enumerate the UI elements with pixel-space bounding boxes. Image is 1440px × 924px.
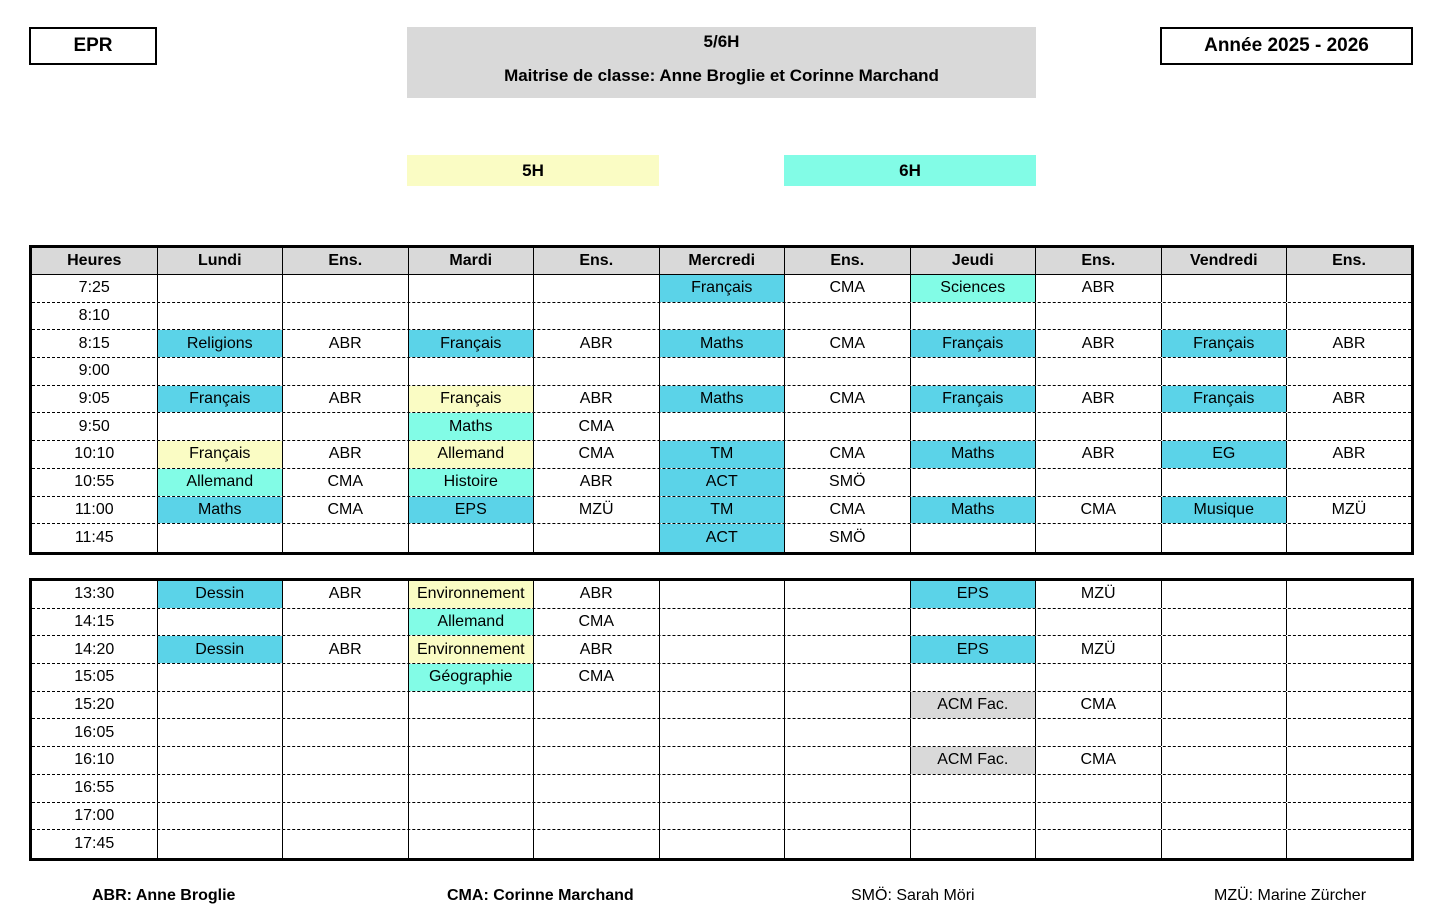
- time-cell: 11:00: [32, 497, 158, 524]
- subject-cell: [158, 803, 284, 830]
- subject-cell: [1162, 775, 1288, 802]
- subject-cell: [1162, 303, 1288, 330]
- subject-cell: Dessin: [158, 636, 284, 663]
- teacher-cell: ABR: [534, 636, 660, 663]
- teacher-cell: [283, 358, 409, 385]
- column-header: Ens.: [785, 248, 911, 274]
- timetable-afternoon: [29, 578, 1414, 861]
- column-header: Lundi: [158, 248, 284, 274]
- teacher-cell: MZÜ: [1036, 581, 1162, 608]
- timetable-morning: [29, 245, 1414, 555]
- teacher-cell: [1036, 719, 1162, 746]
- teacher-cell: [785, 719, 911, 746]
- subject-cell: [409, 275, 535, 302]
- subject-cell: [660, 413, 786, 440]
- teacher-cell: [785, 303, 911, 330]
- subject-cell: EPS: [911, 581, 1037, 608]
- timetable-row: [32, 719, 1411, 747]
- teacher-cell: [785, 636, 911, 663]
- teacher-cell: CMA: [534, 413, 660, 440]
- subject-cell: [1162, 609, 1288, 636]
- time-cell: 17:45: [32, 830, 158, 858]
- teacher-cell: ABR: [283, 386, 409, 413]
- teacher-cell: [785, 581, 911, 608]
- subject-cell: [158, 413, 284, 440]
- subject-cell: [660, 636, 786, 663]
- subject-cell: Français: [158, 441, 284, 468]
- subject-cell: [911, 830, 1037, 858]
- teacher-cell: [1287, 413, 1411, 440]
- teacher-cell: CMA: [1036, 692, 1162, 719]
- timetable-row: [32, 275, 1411, 303]
- teacher-cell: [1036, 413, 1162, 440]
- teacher-cell: CMA: [534, 664, 660, 691]
- teacher-cell: CMA: [283, 469, 409, 496]
- teacher-cell: [534, 692, 660, 719]
- school-year: Année 2025 - 2026: [1160, 27, 1413, 65]
- teacher-cell: ABR: [1332, 445, 1366, 463]
- teacher-cell: [534, 358, 660, 385]
- timetable-row: [32, 664, 1411, 692]
- timetable-row: [32, 441, 1411, 469]
- timetable-row: [32, 497, 1411, 525]
- teacher-cell: CMA: [1036, 497, 1162, 524]
- subject-cell: [409, 358, 535, 385]
- subject-cell: Environnement: [409, 581, 535, 608]
- subject-cell: [158, 303, 284, 330]
- subject-cell: [1162, 692, 1288, 719]
- subject-cell: Français: [911, 386, 1037, 413]
- teacher-cell: ABR: [283, 636, 409, 663]
- time-cell: 16:05: [32, 719, 158, 746]
- subject-cell: Géographie: [409, 664, 535, 691]
- subject-cell: [409, 830, 535, 858]
- subject-cell: Allemand: [158, 469, 284, 496]
- subject-cell: [1162, 747, 1288, 774]
- teacher-cell: ABR: [283, 441, 409, 468]
- teacher-cell: [785, 692, 911, 719]
- subject-cell: [158, 775, 284, 802]
- legend-5h: 5H: [407, 155, 659, 186]
- teacher-cell: [283, 692, 409, 719]
- teacher-cell: [785, 830, 911, 858]
- column-header: Ens.: [1036, 248, 1162, 274]
- teacher-cell: ABR: [1036, 386, 1162, 413]
- subject-cell: [158, 275, 284, 302]
- teacher-cell: ABR: [534, 330, 660, 357]
- teacher-cell: [1287, 692, 1411, 719]
- subject-cell: [660, 692, 786, 719]
- time-cell: 10:10: [32, 441, 158, 468]
- subject-cell: [1162, 469, 1288, 496]
- teacher-cell: [283, 803, 409, 830]
- subject-cell: Français: [660, 275, 786, 302]
- timetable-row: [32, 358, 1411, 386]
- column-header: Ens.: [534, 248, 660, 274]
- subject-cell: TM: [660, 497, 786, 524]
- teacher-cell: ABR: [283, 330, 409, 357]
- subject-cell: [660, 664, 786, 691]
- subject-cell: [1162, 719, 1288, 746]
- subject-cell: Maths: [660, 330, 786, 357]
- subject-cell: [409, 775, 535, 802]
- teacher-cell: ABR: [534, 581, 660, 608]
- teacher-cell: [1036, 524, 1162, 552]
- timetable-row: [32, 303, 1411, 331]
- timetable-row: [32, 636, 1411, 664]
- teacher-cell: [534, 775, 660, 802]
- teacher-cell: [534, 275, 660, 302]
- subject-cell: Environnement: [409, 636, 535, 663]
- teacher-cell: MZÜ: [1036, 636, 1162, 663]
- school-label: EPR: [29, 27, 157, 65]
- time-cell: 17:00: [32, 803, 158, 830]
- column-header: Heures: [32, 248, 158, 274]
- teacher-cell: CMA: [785, 275, 911, 302]
- teacher-cell: ABR: [534, 469, 660, 496]
- subject-cell: [1162, 830, 1288, 858]
- teacher-cell: ABR: [1036, 330, 1162, 357]
- subject-cell: [911, 609, 1037, 636]
- class-title: 5/6H: [703, 32, 740, 51]
- column-header: Ens.: [283, 248, 409, 274]
- teacher-cell: [785, 775, 911, 802]
- time-cell: 14:20: [32, 636, 158, 663]
- subject-cell: Sciences: [911, 275, 1037, 302]
- teacher-cell: [283, 303, 409, 330]
- subject-cell: [1162, 803, 1288, 830]
- maitrise-label: Maitrise de classe: Anne Broglie et Corinne Marchand: [504, 66, 939, 85]
- subject-cell: Histoire: [409, 469, 535, 496]
- subject-cell: Français: [409, 330, 535, 357]
- subject-cell: [409, 303, 535, 330]
- timetable-row: [32, 386, 1411, 414]
- teacher-cell: [1287, 803, 1411, 830]
- time-cell: 16:55: [32, 775, 158, 802]
- subject-cell: Français: [911, 330, 1037, 357]
- subject-cell: ACM Fac.: [911, 692, 1037, 719]
- teacher-cell: ABR: [1332, 334, 1366, 352]
- teacher-cell: ABR: [1036, 441, 1162, 468]
- subject-cell: [911, 469, 1037, 496]
- subject-cell: [1162, 524, 1288, 552]
- subject-cell: [158, 664, 284, 691]
- subject-cell: [158, 747, 284, 774]
- subject-cell: [158, 692, 284, 719]
- subject-cell: Allemand: [409, 609, 535, 636]
- timetable-row: [32, 413, 1411, 441]
- teacher-cell: [1287, 830, 1411, 858]
- teacher-cell: [1287, 609, 1411, 636]
- teacher-cell: [1287, 775, 1411, 802]
- subject-cell: TM: [660, 441, 786, 468]
- subject-cell: Français: [1162, 386, 1288, 413]
- subject-cell: [158, 524, 284, 552]
- subject-cell: ACT: [660, 469, 786, 496]
- subject-cell: Maths: [660, 386, 786, 413]
- subject-cell: [660, 303, 786, 330]
- subject-cell: [158, 830, 284, 858]
- time-cell: 10:55: [32, 469, 158, 496]
- teacher-cell: [785, 413, 911, 440]
- teacher-cell: SMÖ: [785, 469, 911, 496]
- subject-cell: [409, 692, 535, 719]
- teacher-cell: [534, 803, 660, 830]
- time-cell: 15:20: [32, 692, 158, 719]
- teacher-cell: [785, 609, 911, 636]
- class-title-block: [407, 27, 1036, 98]
- time-cell: 11:45: [32, 524, 158, 552]
- teacher-cell: CMA: [534, 609, 660, 636]
- teacher-cell: [283, 775, 409, 802]
- teacher-cell: MZÜ: [534, 497, 660, 524]
- subject-cell: [1162, 413, 1288, 440]
- subject-cell: Maths: [409, 413, 535, 440]
- teacher-cell: [534, 747, 660, 774]
- teacher-cell: [1036, 609, 1162, 636]
- teacher-cell: [1287, 664, 1411, 691]
- subject-cell: [1162, 581, 1288, 608]
- teacher-cell: ABR: [534, 386, 660, 413]
- legend-cma: CMA: Corinne Marchand: [447, 887, 634, 904]
- subject-cell: [911, 775, 1037, 802]
- teacher-cell: [283, 413, 409, 440]
- subject-cell: [409, 747, 535, 774]
- teacher-cell: [1287, 469, 1411, 496]
- subject-cell: [158, 358, 284, 385]
- teacher-cell: [1036, 664, 1162, 691]
- time-cell: 9:50: [32, 413, 158, 440]
- teacher-cell: [1036, 358, 1162, 385]
- subject-cell: Français: [158, 386, 284, 413]
- teacher-cell: ABR: [1332, 390, 1366, 408]
- teacher-cell: [1287, 636, 1411, 663]
- subject-cell: [911, 358, 1037, 385]
- teacher-cell: [785, 664, 911, 691]
- subject-cell: Maths: [911, 441, 1037, 468]
- teacher-cell: [1287, 747, 1411, 774]
- subject-cell: Dessin: [158, 581, 284, 608]
- teacher-cell: [1036, 303, 1162, 330]
- teacher-cell: [1287, 719, 1411, 746]
- teacher-cell: SMÖ: [785, 524, 911, 552]
- subject-cell: [911, 413, 1037, 440]
- timetable-row: [32, 524, 1411, 552]
- teacher-cell: [1036, 469, 1162, 496]
- subject-cell: [409, 803, 535, 830]
- subject-cell: [1162, 664, 1288, 691]
- subject-cell: [409, 524, 535, 552]
- timetable-row: [32, 609, 1411, 637]
- subject-cell: ACT: [660, 524, 786, 552]
- subject-cell: EPS: [409, 497, 535, 524]
- teacher-cell: MZÜ: [1331, 500, 1367, 518]
- teacher-cell: [1287, 303, 1411, 330]
- time-cell: 8:10: [32, 303, 158, 330]
- timetable-row: [32, 830, 1411, 858]
- teacher-cell: [1287, 524, 1411, 552]
- legend-6h: 6H: [784, 155, 1036, 186]
- teacher-cell: CMA: [534, 441, 660, 468]
- time-cell: 16:10: [32, 747, 158, 774]
- teacher-cell: [785, 803, 911, 830]
- teacher-cell: [283, 719, 409, 746]
- teacher-cell: [283, 747, 409, 774]
- column-header: Jeudi: [911, 248, 1037, 274]
- teacher-cell: CMA: [785, 330, 911, 357]
- header-row: [32, 248, 1411, 275]
- subject-cell: Allemand: [409, 441, 535, 468]
- teacher-cell: [283, 524, 409, 552]
- time-cell: 14:15: [32, 609, 158, 636]
- column-header: Mercredi: [660, 248, 786, 274]
- time-cell: 15:05: [32, 664, 158, 691]
- teacher-cell: [283, 609, 409, 636]
- subject-cell: [660, 775, 786, 802]
- timetable-row: [32, 803, 1411, 831]
- subject-cell: [911, 524, 1037, 552]
- teacher-cell: [534, 524, 660, 552]
- teacher-cell: [1036, 830, 1162, 858]
- teacher-cell: [1036, 803, 1162, 830]
- teacher-cell: [1287, 358, 1411, 385]
- teacher-cell: CMA: [785, 441, 911, 468]
- subject-cell: Religions: [158, 330, 284, 357]
- subject-cell: Français: [409, 386, 535, 413]
- teacher-cell: [785, 358, 911, 385]
- column-header: Ens.: [1332, 252, 1366, 269]
- subject-cell: [158, 609, 284, 636]
- subject-cell: [660, 719, 786, 746]
- teacher-cell: [785, 747, 911, 774]
- teacher-cell: ABR: [283, 581, 409, 608]
- teacher-cell: [1036, 775, 1162, 802]
- teacher-cell: [534, 830, 660, 858]
- column-header: Vendredi: [1162, 248, 1288, 274]
- teacher-cell: [1287, 581, 1411, 608]
- subject-cell: [911, 719, 1037, 746]
- subject-cell: [660, 358, 786, 385]
- teacher-cell: [283, 275, 409, 302]
- subject-cell: ACM Fac.: [911, 747, 1037, 774]
- subject-cell: [660, 609, 786, 636]
- teacher-cell: CMA: [785, 386, 911, 413]
- teacher-cell: CMA: [283, 497, 409, 524]
- time-cell: 9:05: [32, 386, 158, 413]
- subject-cell: [911, 664, 1037, 691]
- time-cell: 7:25: [32, 275, 158, 302]
- time-cell: 8:15: [32, 330, 158, 357]
- subject-cell: Maths: [911, 497, 1037, 524]
- teacher-cell: [283, 830, 409, 858]
- timetable-row: [32, 581, 1411, 609]
- subject-cell: EPS: [911, 636, 1037, 663]
- teacher-cell: [1287, 275, 1411, 302]
- subject-cell: Musique: [1162, 497, 1288, 524]
- legend-abr: ABR: Anne Broglie: [92, 887, 236, 904]
- subject-cell: [158, 719, 284, 746]
- time-cell: 13:30: [32, 581, 158, 608]
- subject-cell: [1162, 275, 1288, 302]
- timetable-row: [32, 469, 1411, 497]
- subject-cell: EG: [1162, 441, 1288, 468]
- teacher-cell: CMA: [1036, 747, 1162, 774]
- subject-cell: [660, 803, 786, 830]
- subject-cell: [1162, 636, 1288, 663]
- timetable-row: [32, 775, 1411, 803]
- timetable-row: [32, 747, 1411, 775]
- legend-mzu: MZÜ: Marine Zürcher: [1214, 887, 1367, 904]
- subject-cell: [660, 747, 786, 774]
- timetable-row: [32, 692, 1411, 720]
- legend-smo: SMÖ: Sarah Möri: [851, 887, 975, 904]
- subject-cell: [660, 830, 786, 858]
- column-header: Mardi: [409, 248, 535, 274]
- subject-cell: [911, 303, 1037, 330]
- teacher-cell: CMA: [785, 497, 911, 524]
- subject-cell: Maths: [158, 497, 284, 524]
- time-cell: 9:00: [32, 358, 158, 385]
- teacher-cell: [283, 664, 409, 691]
- timetable-row: [32, 330, 1411, 358]
- subject-cell: [660, 581, 786, 608]
- teacher-cell: [534, 719, 660, 746]
- subject-cell: [1162, 358, 1288, 385]
- teacher-cell: ABR: [1036, 275, 1162, 302]
- subject-cell: [911, 803, 1037, 830]
- subject-cell: [409, 719, 535, 746]
- subject-cell: Français: [1162, 330, 1288, 357]
- teacher-cell: [534, 303, 660, 330]
